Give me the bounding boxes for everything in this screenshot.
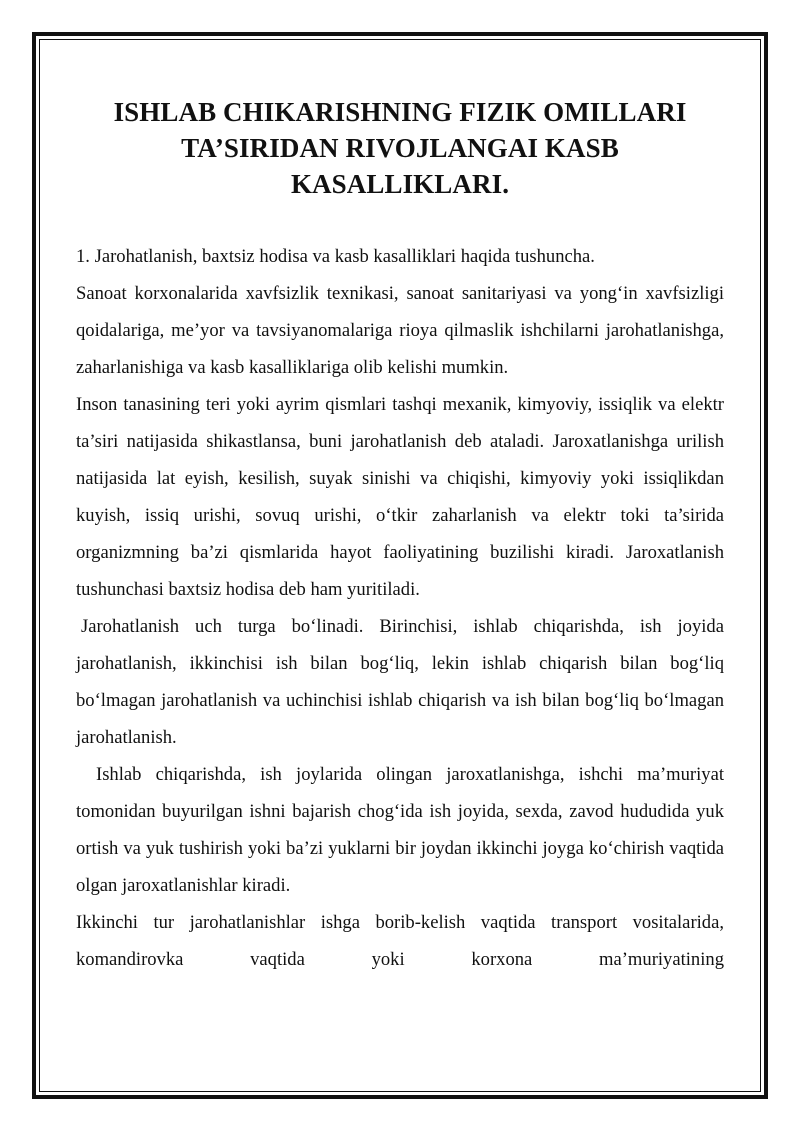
title-line-2: TA’SIRIDAN RIVOJLANGAI KASB — [181, 133, 619, 163]
paragraph-3: Jarohatlanish uch turga bo‘linadi. Birinchisi, ishlab chiqarishda, ish joyida jarohatlanish, ikkinchisi ish bilan bog‘liq, lekin ishlab chiqarish bilan bog‘liq bo‘lmagan jarohatlanish va uchinchisi ishlab chiqarish va ish bilan bog‘liq bo‘lmagan jarohatlanish. — [76, 616, 724, 748]
section-heading: 1. Jarohatlanish, baxtsiz hodisa va kasb kasalliklari haqida tushuncha. — [76, 246, 595, 267]
paragraph-2: Inson tanasining teri yoki ayrim qismlari tashqi mexanik, kimyoviy, issiqlik va elektr ta’siri natijasida shikastlansa, buni jarohatlanish deb ataladi. Jaroxatlanishga urilish natijasida lat eyish, kesilish, suyak sinishi va chiqishi, kimyoviy yoki issiqlikdan kuyish, issiq urishi, sovuq urishi, o‘tkir zaharlanish va elektr toki ta’sirida organizmning ba’zi qismlarida hayot faoliyatining buzilishi kiradi. Jaroxatlanish tushunchasi baxtsiz hodisa deb ham yuritiladi. — [76, 394, 724, 600]
title-line-3: KASALLIKLARI. — [290, 169, 510, 199]
paragraph-5: Ikkinchi tur jarohatlanishlar ishga borib-kelish vaqtida transport vositalarida, komandirovka vaqtida yoki korxona ma’muriyatining — [76, 912, 724, 970]
paragraph-1: Sanoat korxonalarida xavfsizlik texnikasi, sanoat sanitariyasi va yong‘in xavfsizligi qoidalariga, me’yor va tavsiyanomalariga rioya qilmaslik ishchilarni jarohatlanishga, zaharlanishiga va kasb kasalliklariga olib kelishi mumkin. — [76, 283, 724, 378]
document-body — [76, 94, 724, 978]
document-text — [76, 238, 724, 978]
document-title — [76, 94, 724, 202]
paragraph-4: Ishlab chiqarishda, ish joylarida olingan jaroxatlanishga, ishchi ma’muriyat tomonidan buyurilgan ishni bajarish chog‘ida ish joyida, sexda, zavod hududida yuk ortish va yuk tushirish yoki ba’zi yuklarni bir joydan ikkinchi joyga ko‘chirish vaqtida olgan jaroxatlanishlar kiradi. — [76, 764, 724, 896]
title-line-1: ISHLAB CHIKARISHNING FIZIK OMILLARI — [113, 97, 687, 127]
